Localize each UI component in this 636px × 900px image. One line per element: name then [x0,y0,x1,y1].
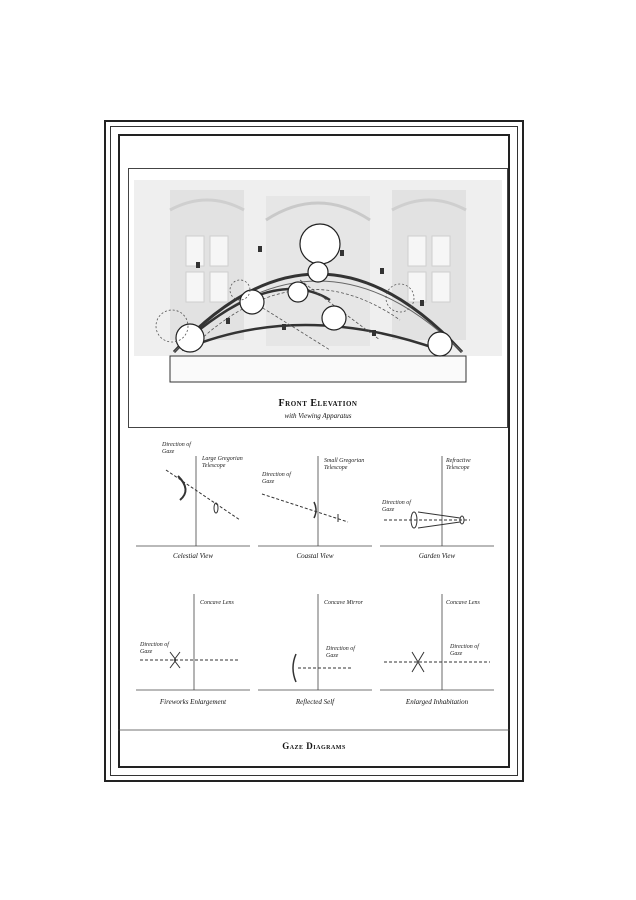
diagram-caption: Enlarged Inhabitation [405,698,469,706]
diagram-caption: Fireworks Enlargement [159,698,227,706]
sight-line [262,494,348,522]
diagram-caption: Coastal View [296,552,334,560]
gaze-diagrams-title: Gaze Diagrams [282,741,346,751]
gaze-label: Direction of Gaze [382,500,411,513]
concave-mirror-icon [293,654,296,682]
diagram-caption: Garden View [418,552,456,560]
device-label: Small Gregorian Telescope [324,458,365,471]
device-label: Concave Lens [446,600,480,606]
concave-lens-icon [412,652,424,672]
device-label: Concave Mirror [324,600,363,606]
device-label: Large Gregorian Telescope [202,456,243,469]
elevation-subtitle: with Viewing Apparatus [284,412,352,420]
ray-line [418,512,460,518]
gaze-label: Direction of Gaze [262,472,291,485]
small-mirror-icon [314,502,316,518]
device-label: Refractive Telescope [446,458,471,471]
sight-line [166,470,240,520]
diagram-caption: Reflected Self [295,698,335,706]
ray-line [418,522,460,528]
elevation-title: Front Elevation [278,398,358,409]
device-label: Concave Lens [200,600,234,606]
diagram-caption: Celestial View [172,552,214,560]
gaze-label: Direction of Gaze [326,646,355,659]
gaze-label: Direction of Gaze [450,644,479,657]
gaze-label: Direction of Gaze [162,442,191,455]
gaze-label: Direction of Gaze [140,642,169,655]
large-mirror-icon [178,476,186,500]
